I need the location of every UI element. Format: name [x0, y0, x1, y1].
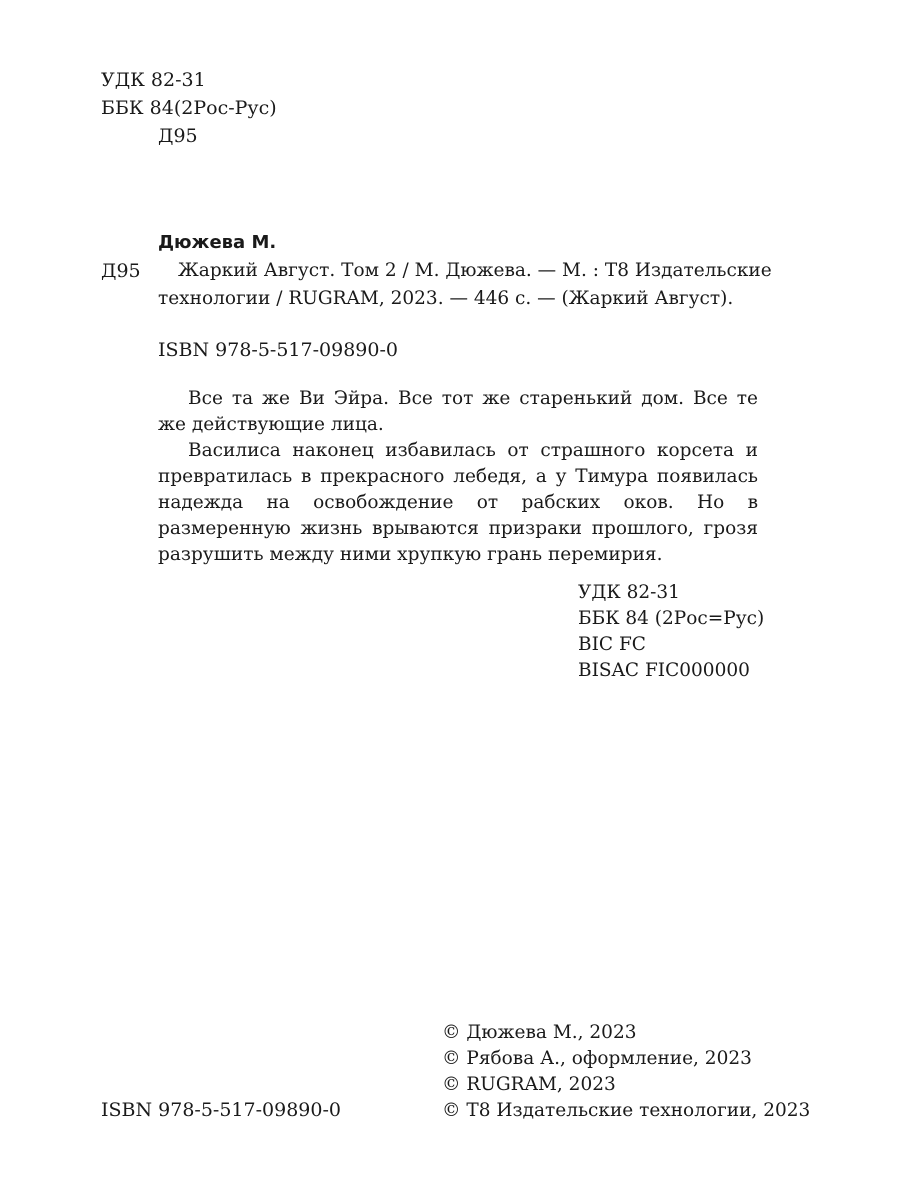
classification-block	[578, 580, 764, 684]
annotation-paragraph-2: Василиса наконец избавилась от страшного корсета и превратилась в прекрасного лебедя, а у Тимура появилась надежда на освобождение от рабских оков. Но в размеренную жизнь врываются призраки прошлого, грозя разрушить между ними хрупкую грань перемирия.	[158, 440, 758, 565]
classification-bic: BIC FC	[578, 634, 646, 655]
header-udk: УДК 82-31	[101, 69, 206, 91]
footer-isbn: ISBN 978-5-517-09890-0	[101, 1099, 341, 1121]
entry-isbn: ISBN 978-5-517-09890-0	[158, 339, 398, 361]
entry-bib-line-2: технологии / RUGRAM, 2023. — 446 с. — (Жаркий Август).	[158, 288, 734, 309]
copyright-line: © Т8 Издательские технологии, 2023	[442, 1100, 811, 1121]
entry-bib-line-1: Жаркий Август. Том 2 / М. Дюжева. — М. : Т8 Издательские	[178, 260, 772, 281]
annotation	[158, 386, 758, 568]
entry-author: Дюжева М.	[158, 232, 277, 253]
classification-bisac: BISAC FIC000000	[578, 660, 750, 681]
copyright-line: © Дюжева М., 2023	[442, 1022, 637, 1043]
copyright-block	[442, 1020, 810, 1124]
classification-bbk: ББК 84 (2Рос=Рус)	[578, 608, 765, 629]
copyright-line: © RUGRAM, 2023	[442, 1074, 616, 1095]
classification-udk: УДК 82-31	[578, 582, 680, 603]
header-author-mark: Д95	[158, 125, 198, 147]
copyright-line: © Рябова А., оформление, 2023	[442, 1048, 752, 1069]
annotation-paragraph-1: Все та же Ви Эйра. Все тот же старенький дом. Все те же действующие лица.	[158, 388, 758, 435]
header-bbk: ББК 84(2Рос-Рус)	[101, 97, 277, 119]
entry-side-mark: Д95	[101, 260, 141, 282]
